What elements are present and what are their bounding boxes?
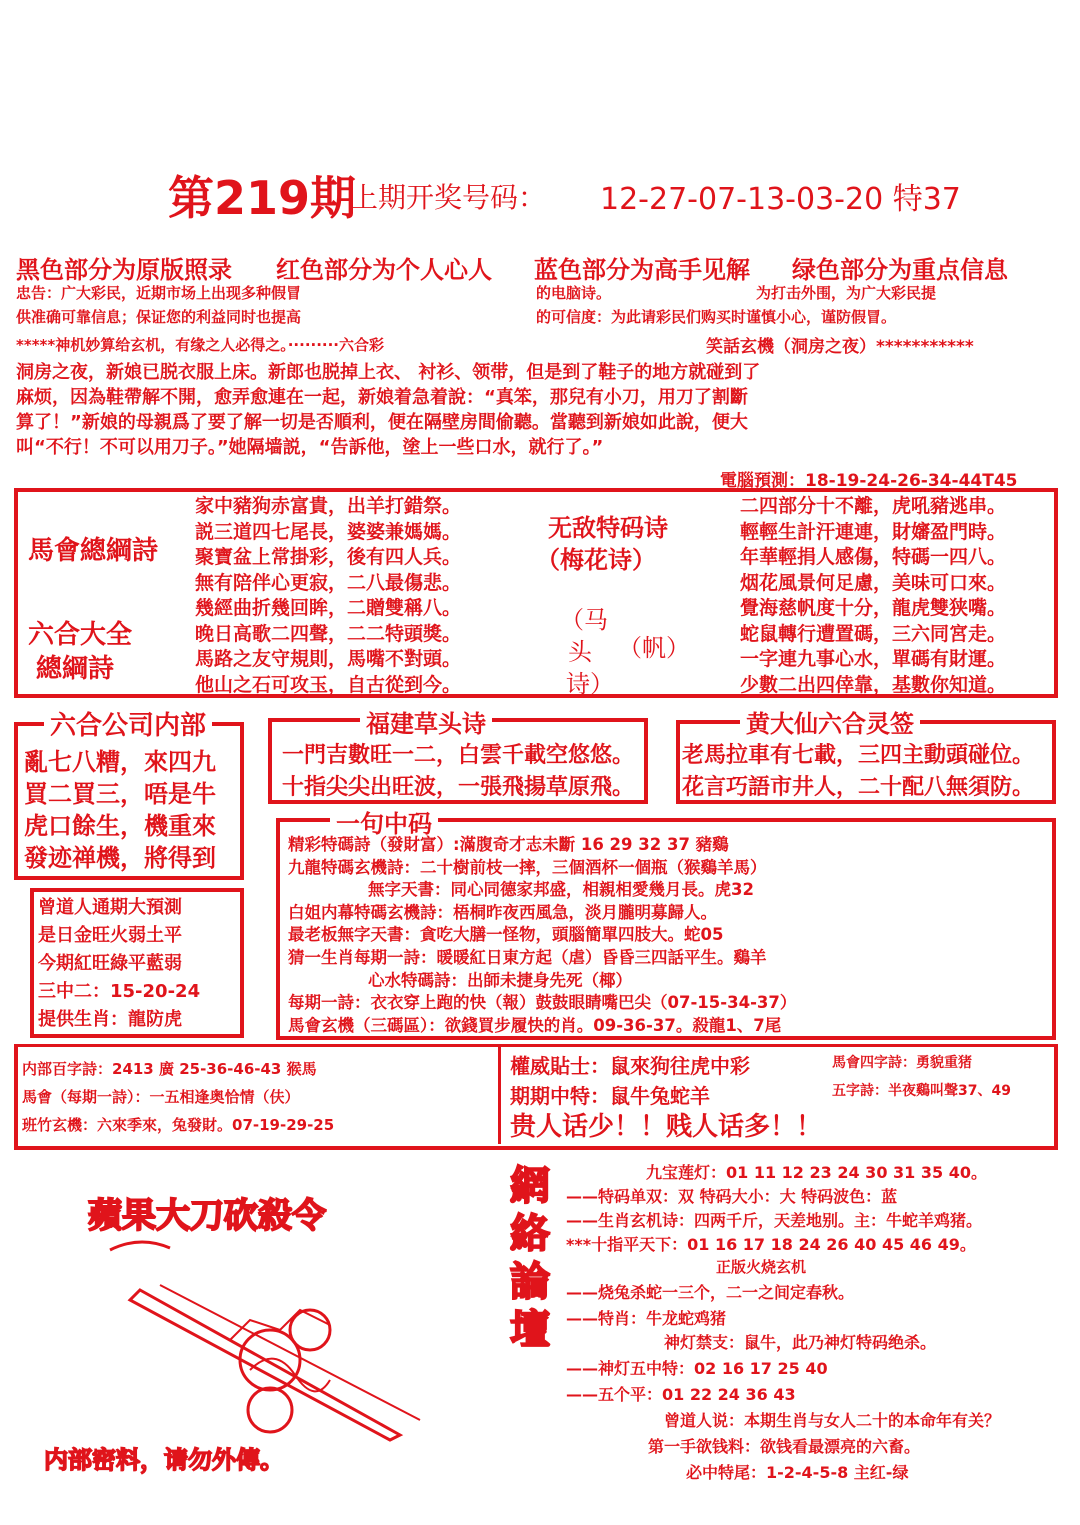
poem-line: 家中豬狗赤富貴，出羊打錯祭。 (195, 495, 462, 517)
joke-line: 麻烦，因為鞋帶解不開，愈弄愈連在一起，新娘着急着說：“真笨，那兒有小刀，用刀了割斷 (16, 387, 748, 408)
notice-line2-right: 的可信度：为此请彩民们购买时谨慎小心，谨防假冒。 (536, 308, 897, 326)
poem-line: 馬路之友守規則，馬嘴不對頭。 (195, 648, 462, 670)
internal-line: 馬會（每期一詩）：一五相逢奥恰情（伕） (22, 1088, 300, 1106)
issue-number: 第219期 (168, 171, 357, 225)
forum-title-char: 網 (510, 1163, 550, 1209)
joke-banner-left: *****神机妙算给玄机，有缘之人必得之。·········六合彩 (16, 336, 385, 354)
sweep-arc (110, 1242, 170, 1250)
legend-red: 红色部分为个人心人 (276, 256, 492, 284)
apple-title: 蘋果大刀砍殺令 (88, 1196, 326, 1236)
last-draw-numbers: 12-27-07-13-03-20 特37 (600, 182, 961, 217)
poem-line: 幾經曲折幾回眸，二贈雙稱八。 (195, 597, 462, 619)
poem-line: 無有陪伴心更寂，二八最傷悲。 (195, 571, 462, 594)
mid-title-1: 无敌特码诗 (548, 514, 668, 542)
forum-title-char: 論 (510, 1259, 550, 1305)
forum-line: 曾道人说：本期生肖与女人二十的本命年有关？ (664, 1411, 1001, 1430)
huangdaxian-title: 黄大仙六合灵签 (740, 704, 920, 739)
zengdao-line: 提供生肖：龍防虎 (38, 1009, 182, 1030)
poem-line: 他山之石可攻玉，自古從到今。 (195, 673, 462, 696)
notice-line2-left: 供准确可靠信息；保证您的利益同时也提高 (16, 308, 302, 326)
forum-line: ——特码单双：双 特码大小：大 特码波色：蓝 (566, 1187, 898, 1206)
yiju-title: 一句中码 (330, 804, 438, 839)
fujian-title: 福建草头诗 (360, 704, 492, 739)
forum-title (510, 1162, 550, 1354)
mid-d: 诗） (566, 670, 614, 698)
forum-line: ——五个平：01 22 24 36 43 (566, 1385, 796, 1404)
forum-line: ——神灯五中特：02 16 17 25 40 (566, 1359, 828, 1378)
yiju-line: 無字天書：同心同德家邦盛，相親相愛幾月長。虎32 (368, 880, 754, 900)
mid-b: 头 (568, 638, 592, 666)
poem-line: 一字連九事心水，單碼有財運。 (740, 648, 1007, 670)
forum-title-char: 壇 (510, 1307, 550, 1353)
seal-circle (248, 1388, 292, 1432)
fujian-line: 十指尖尖出旺波，一張飛揚草原飛。 (282, 775, 635, 800)
company-line: 亂七八糟，來四九 (24, 748, 216, 776)
yiju-line: 白姐内幕特碼玄機詩：梧桐昨夜西風急，淡月朧明募歸人。 (288, 902, 717, 922)
joke-line: 叫“不行！不可以用刀子。”她隔墙説，“告訴他，塗上一些口水，就行了。” (16, 437, 604, 458)
poem-title-liuhe-a: 六合大全 (28, 620, 133, 650)
legend-green: 绿色部分为重点信息 (792, 256, 1008, 284)
joke-banner-right: 笑話玄機（洞房之夜）*********** (706, 337, 974, 357)
poem-line: 輕輕生計汗連連，財嬸盈門時。 (740, 520, 1007, 543)
authority-tip: 權威貼士：鼠來狗往虎中彩 (510, 1054, 750, 1078)
poem-title-liuhe-b: 總綱詩 (36, 654, 115, 684)
knot-lines (230, 1310, 330, 1340)
yiju-line: 馬會玄機（三碼區）：欲錢買步履快的肖。09-36-37。殺龍1、7尾 (288, 1015, 782, 1035)
knife-blade (130, 1290, 400, 1440)
poem-line: 二四部分十不離，虎吼豬逃串。 (740, 495, 1007, 517)
poem-left-column (195, 494, 461, 698)
company-line: 買二買三，唔是牛 (24, 780, 216, 808)
yiju-line: 猜一生肖每期一詩：暖暖紅日東方起（虐）昏昏三四話平生。鷄羊 (288, 947, 767, 967)
forum-line: ——特肖：牛龙蛇鸡猪 (566, 1309, 727, 1328)
slogan: 贵人话少！！贱人话多！！ (510, 1112, 823, 1142)
yiju-line: 心水特碼詩：出師未捷身先死（椰） (368, 970, 632, 990)
five-char-poem: 五字詩：半夜鷄叫聲37、49 (832, 1083, 1011, 1099)
joke-line: 算了！”新娘的母親爲了要了解一切是否順利，便在隔壁房間偷聽。當聽到新娘如此說，便大 (16, 412, 748, 433)
zengdao-line: 是日金旺火弱土平 (38, 925, 182, 946)
zengdao-line: 今期紅旺綠平藍弱 (38, 953, 182, 974)
knife-emblem (100, 1230, 440, 1450)
poem-line: 覺海慈帆度十分，龍虎雙狭嘴。 (740, 597, 1007, 619)
yiju-line: 每期一詩：衣衣穿上跑的快（報）鼓鼓眼睛嘴巴尖（07-15-34-37） (288, 993, 797, 1013)
forum-line: 必中特尾：1-2-4-5-8 主红-绿 (686, 1463, 909, 1482)
internal-divider (498, 1044, 501, 1144)
huangdaxian-line: 花言巧語市井人，二十配八無須防。 (682, 775, 1035, 800)
mid-c: （帆） (618, 634, 690, 662)
zengdao-line: 三中二：15-20-24 (38, 981, 201, 1002)
forum-line: 九宝莲灯：01 11 12 23 24 30 31 35 40。 (646, 1163, 987, 1182)
company-lines (24, 746, 216, 874)
computer-forecast: 電腦預測：18-19-24-26-34-44T45 (720, 471, 1018, 491)
forum-line: ——生肖玄机诗：四两千斤，天差地别。主：牛蛇羊鸡猪。 (566, 1211, 983, 1230)
forum-line: ***十指平天下：01 16 17 18 24 26 40 45 46 49。 (566, 1235, 976, 1254)
poem-line: 年華輕捐人感傷，特碼一四八。 (740, 546, 1007, 568)
zengdao-line: 曾道人通期大預測 (38, 897, 182, 918)
poem-line: 蛇鼠轉行遭置碼，三六同宮走。 (740, 622, 1007, 645)
yiju-lines (288, 834, 796, 1037)
apple-footer: 内部密料，请勿外傳。 (44, 1446, 284, 1474)
huangdaxian-line: 老馬拉車有七載，三四主動頭碰位。 (682, 743, 1035, 768)
yiju-line: 最老板無字天書：貪吃大膳一怪物，頭腦簡單四肢大。蛇05 (288, 925, 724, 945)
fujian-line: 一門吉數旺一二，白雲千載空悠悠。 (282, 743, 635, 768)
four-char-poem: 馬會四字詩：勇貌重猪 (832, 1055, 972, 1071)
joke-line: 洞房之夜，新娘已脱衣服上床。新郎也脱掉上衣、 衬衫、领带，但是到了鞋子的地方就碰到了 (16, 362, 761, 383)
legend-blue: 蓝色部分为高手见解 (534, 256, 750, 284)
poem-right-column (740, 494, 1006, 698)
poem-line: 烟花風景何足慮，美味可口來。 (740, 571, 1007, 594)
poem-line: 説三道四七尾長，婆婆兼媽媽。 (195, 520, 462, 543)
poem-line: 少數二出四倖靠，基數你知道。 (740, 673, 1007, 696)
mid-a: （马 (560, 606, 608, 634)
mid-title-2: （梅花诗） (536, 546, 656, 574)
company-title: 六合公司内部 (44, 705, 212, 742)
forum-title-char: 絡 (510, 1211, 550, 1257)
yiju-line: 九龍特碼玄機詩：二十樹前枝一摔，三個酒杯一個瓶（猴鷄羊馬） (288, 857, 767, 877)
forum-line: 正版火烧玄机 (716, 1258, 807, 1276)
zhongte: 期期中特：鼠牛兔蛇羊 (510, 1084, 710, 1108)
legend-black: 黑色部分为原版照录 (16, 256, 232, 284)
poem-line: 聚寶盆上常掛彩，後有四人兵。 (195, 546, 462, 568)
company-line: 虎口餘生，機重來 (24, 812, 216, 840)
notice-line1-right: 为打击外围，为广大彩民提 (756, 284, 937, 302)
notice-line1-mid: 的电脑诗。 (536, 284, 612, 302)
zengdao-lines (38, 894, 200, 1034)
poem-line: 晚日高歌二四聲，二二特頭獎。 (195, 622, 462, 645)
internal-line: 内部百字詩：2413 廣 25-36-46-43 猴馬 (22, 1060, 317, 1078)
notice-line1-left: 忠告：广大彩民，近期市场上出现多种假冒 (16, 284, 302, 302)
last-draw-label: 上期开奖号码： (350, 181, 547, 214)
poem-title-mahui: 馬會總綱詩 (28, 536, 159, 566)
yiju-line: 精彩特碼詩（發財富）:滿腹奇才志未斷 16 29 32 37 豬鷄 (288, 835, 729, 854)
forum-line: ——烧兔杀蛇一三个，二一之间定春秋。 (566, 1283, 855, 1302)
internal-line: 班竹玄機：六來季來，兔發財。07-19-29-25 (22, 1116, 335, 1134)
company-line: 發迹禅機，將得到 (24, 844, 216, 872)
forum-line: 第一手欲钱料：欲钱看最漂亮的六畜。 (648, 1437, 921, 1456)
forum-line: 神灯禁支：鼠牛，此乃神灯特码绝杀。 (664, 1333, 937, 1352)
